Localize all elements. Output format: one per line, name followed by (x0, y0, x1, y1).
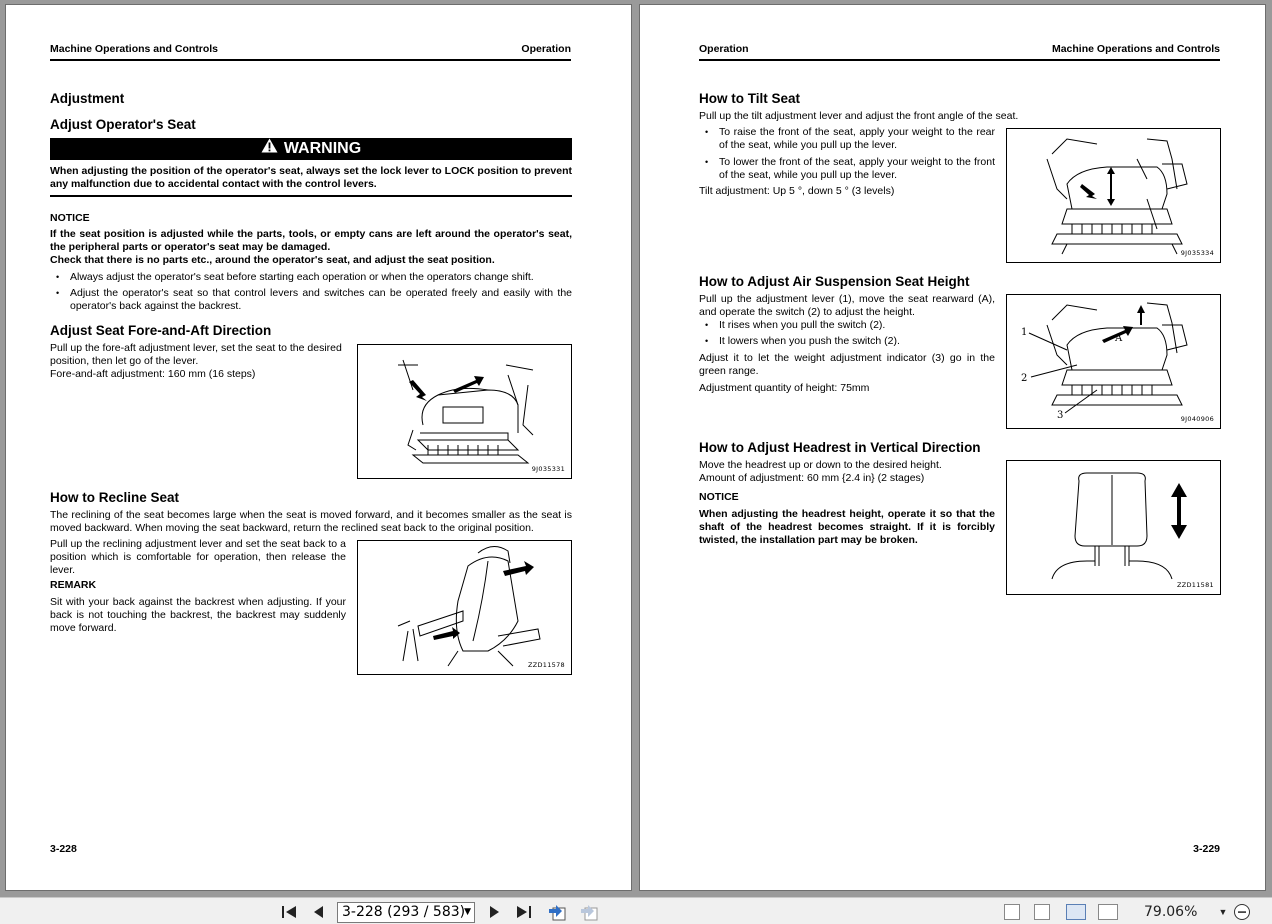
air-suspension-title: How to Adjust Air Suspension Seat Height (699, 274, 970, 289)
air-suspension-quantity: Adjustment quantity of height: 75mm (699, 382, 870, 394)
headrest-notice: When adjusting the headrest height, operate it so that the shaft of the headrest becomes straight. If it is forcibly twisted, the installation part may be broken. (699, 508, 995, 546)
first-page-icon[interactable] (278, 902, 300, 922)
fore-aft-text: Pull up the fore-aft adjustment lever, set the seat to the desired position, then let go of the lever. (50, 342, 342, 367)
warning-rule (50, 195, 572, 197)
list-item: • Always adjust the operator's seat before starting each operation or when the operators change shift. (50, 271, 572, 284)
zoom-dropdown-icon[interactable]: ▼ (1218, 907, 1228, 917)
bullet-list (50, 271, 572, 313)
list-item: • It rises when you pull the switch (2). (699, 319, 995, 332)
navigation-toolbar (0, 897, 1272, 924)
next-page-icon[interactable] (485, 902, 505, 922)
recline-text-2: Pull up the reclining adjustment lever and set the seat back to a position which is comfortable for operation, then release the lever. (50, 538, 346, 576)
figure-id: ZZD11578 (528, 661, 565, 669)
go-back-icon[interactable] (546, 902, 568, 922)
remark-label: REMARK (50, 579, 97, 591)
single-page-view-icon[interactable] (1004, 904, 1020, 920)
list-item: • Adjust the operator's seat so that control levers and switches can be operated freely and easily with the operator's back against the backrest. (50, 287, 572, 313)
callout-3: 3 (1057, 410, 1064, 421)
air-suspension-text-2: Adjust it to let the weight adjustment indicator (3) go in the green range. (699, 352, 995, 377)
recline-text: The reclining of the seat becomes large when the seat is moved forward, and it becomes smaller as the seat is moved backward. When moving the seat backward, return the reclined seat back to the original position. (50, 509, 572, 534)
callout-2: 2 (1021, 373, 1028, 384)
list-item: • It lowers when you push the switch (2). (699, 335, 995, 348)
zoom-out-icon[interactable] (1232, 902, 1252, 922)
air-suspension-bullets (699, 319, 995, 348)
list-item: • To raise the front of the seat, apply your weight to the rear of the seat, while you pull up the lever. (699, 126, 995, 152)
tilt-text: Pull up the tilt adjustment lever and adjust the front angle of the seat. (699, 110, 1019, 122)
tilt-title: How to Tilt Seat (699, 91, 801, 106)
prev-page-icon[interactable] (308, 902, 328, 922)
warning-text: When adjusting the position of the operator's seat, always set the lock lever to LOCK position to prevent any malfunction due to accidental contact with the control levers. (50, 165, 572, 190)
fore-aft-title: Adjust Seat Fore-and-Aft Direction (50, 323, 272, 338)
air-suspension-text: Pull up the adjustment lever (1), move the seat rearward (A), and operate the switch (2) to adjust the height. (699, 293, 995, 318)
seat-fore-aft-figure (357, 344, 572, 479)
warning-label: WARNING (283, 140, 362, 157)
continuous-view-icon[interactable] (1034, 904, 1050, 920)
notice-label: NOTICE (50, 212, 90, 224)
recline-title: How to Recline Seat (50, 490, 180, 505)
header-rule (50, 59, 571, 61)
header-right: Machine Operations and Controls (1051, 43, 1220, 55)
headrest-amount: Amount of adjustment: 60 mm {2.4 in} (2 stages) (699, 472, 925, 484)
notice-text-2: Check that there is no parts etc., around the operator's seat, and adjust the seat position. (50, 254, 495, 266)
section-title: Adjustment (50, 91, 125, 106)
page-number: 3-228 (50, 843, 77, 855)
last-page-icon[interactable] (513, 902, 535, 922)
figure-id: ZZD11581 (1177, 581, 1214, 589)
seat-fore-aft-illustration (358, 345, 572, 479)
recline-seat-figure (357, 540, 572, 675)
recline-seat-illustration (358, 541, 572, 675)
callout-1: 1 (1021, 327, 1028, 338)
air-suspension-figure (1006, 294, 1221, 429)
figure-id: 9J040906 (1180, 415, 1214, 423)
tilt-adjustment: Tilt adjustment: Up 5 °, down 5 ° (3 levels) (699, 185, 895, 197)
callout-a: A (1115, 333, 1123, 344)
header-rule (699, 59, 1220, 61)
left-page (5, 4, 632, 891)
chevron-down-icon[interactable]: ▼ (464, 907, 471, 917)
page-number-field[interactable] (337, 902, 475, 923)
fore-aft-adjustment: Fore-and-aft adjustment: 160 mm (16 steps) (50, 368, 256, 380)
header-right: Operation (521, 43, 571, 55)
tilt-seat-figure (1006, 128, 1221, 263)
header-left: Machine Operations and Controls (50, 43, 219, 55)
headrest-text: Move the headrest up or down to the desired height. (699, 459, 942, 471)
headrest-title: How to Adjust Headrest in Vertical Direction (699, 440, 981, 455)
header-left: Operation (699, 43, 749, 55)
headrest-figure (1006, 460, 1221, 595)
subsection-title: Adjust Operator's Seat (50, 117, 196, 132)
tilt-seat-illustration (1007, 129, 1221, 263)
remark-text: Sit with your back against the backrest when adjusting. If your back is not touching the backrest, the backrest may suddenly move forward. (50, 596, 346, 634)
facing-view-icon[interactable] (1066, 904, 1086, 920)
headrest-illustration (1007, 461, 1221, 595)
list-item: • To lower the front of the seat, apply your weight to the front of the seat, while you pull up the lever. (699, 156, 995, 182)
figure-id: 9J035331 (531, 465, 565, 473)
page-number: 3-229 (1193, 843, 1220, 855)
air-suspension-illustration (1007, 295, 1221, 429)
warning-banner (50, 138, 572, 160)
right-page (639, 4, 1266, 891)
go-forward-icon[interactable] (578, 902, 600, 922)
notice-text: If the seat position is adjusted while the parts, tools, or empty cans are left around the operator's seat, the peripheral parts or operator's seat may be damaged. (50, 228, 572, 253)
figure-id: 9J035334 (1180, 249, 1214, 257)
tilt-bullets (699, 126, 995, 182)
zoom-level[interactable]: 79.06% (1144, 904, 1198, 920)
warning-triangle-icon (261, 138, 278, 160)
page-number-value: 3-228 (293 / 583) (342, 904, 466, 920)
continuous-facing-view-icon[interactable] (1098, 904, 1118, 920)
notice-label: NOTICE (699, 491, 739, 503)
